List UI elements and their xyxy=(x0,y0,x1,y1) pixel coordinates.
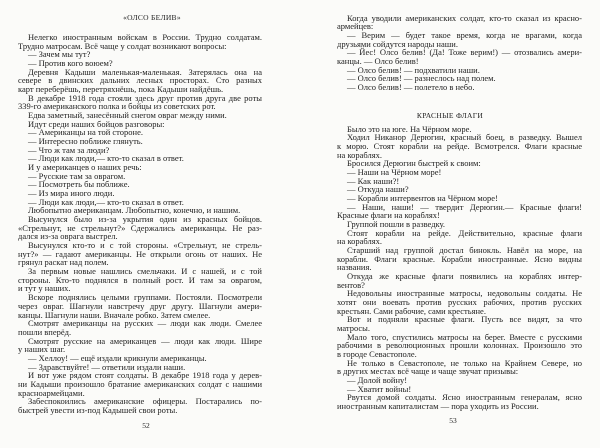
text-line: хотят они воевать против русских рабочих, против русских xyxy=(337,296,582,307)
text-line: иностранным капиталистам — пора уходить из России. xyxy=(337,401,539,411)
chapter-title: КРАСНЫЕ ФЛАГИ xyxy=(416,111,484,120)
text-line: Группой пошли в разведку. xyxy=(347,218,446,229)
text-line: рабочими в революционных прошли колоннах. Произошло это xyxy=(337,340,582,351)
text-line: армейцев: xyxy=(337,21,374,32)
text-line: Вскоре поднялись целыми группами. Постояли. Посмотрели xyxy=(28,292,262,303)
text-line: севере в двинских дальних лесных просторах. Сто разных xyxy=(18,75,262,86)
text-line: — Олсо белив! — разнеслось над полем. xyxy=(347,73,496,84)
text-line: 339-го американского полка и бойцы из советских рот. xyxy=(18,101,216,112)
text-line: Едва заметный, занесённый снегом овраг между ними. xyxy=(28,110,227,121)
text-line: — Наши на Чёрном море! xyxy=(347,166,442,177)
text-line: Идут среди наших бойцов разговоры: xyxy=(28,118,165,129)
text-line: — Долой войну! xyxy=(347,374,408,385)
text-line: — Олсо белив! — полетело в небо. xyxy=(347,81,475,92)
text-line: Высунулся было из-за укрытия один из красных бойцов. xyxy=(28,214,262,225)
text-line: названия. xyxy=(337,262,372,273)
text-line: — Хватит войны! xyxy=(347,383,412,394)
text-line: — Хеллоу! — ещё издали крикнули американцы. xyxy=(28,352,207,363)
body-text xyxy=(18,33,262,415)
right-page xyxy=(300,0,600,448)
text-line: нут?» — гадают американцы. Не открыли огонь от наших. Не xyxy=(18,248,262,259)
text-line: — Олсо белив! — подхватили наши. xyxy=(347,64,480,75)
text-line: дался из-за оврага выстрел. xyxy=(18,231,118,242)
text-line: — Откуда наши? xyxy=(347,184,409,195)
text-line: — Верим — будет такое время, когда не врагами, когда xyxy=(347,29,582,40)
text-line: в других местах всё чаще и чаще звучат призывы: xyxy=(337,366,519,377)
text-line: канцы. Шагнули наши. Вначале робко. Затем смелее. xyxy=(18,309,211,320)
text-line: — Против кого воюем? xyxy=(28,58,113,69)
text-line: красноармейцами. xyxy=(18,387,85,398)
text-line: вентов? xyxy=(337,279,365,290)
text-line: — Русские там за оврагом. xyxy=(28,170,126,181)
text-line: — Интересно поближе глянуть. xyxy=(28,136,143,147)
text-line: Нелегко иностранным войскам в России. Трудно солдатам. xyxy=(28,32,262,42)
text-line: И вот уже рядом стоят солдаты. В декабре 1918 года у дерев- xyxy=(28,370,262,381)
text-line: Не только в Севастополе, не только на Крайнем Севере, но xyxy=(347,357,582,368)
text-line: через овраг. Шагнули навстречу друг другу. Шагнули амери- xyxy=(18,300,262,311)
text-line: И у американцев о наших речь: xyxy=(28,162,142,173)
text-line: За первым новые нашлись смельчаки. И с нашей, и с той xyxy=(28,266,262,277)
body-text xyxy=(337,125,582,411)
text-line: корабли. Флаги красные. Корабли иностранные. Ясно видны xyxy=(337,253,582,264)
text-line: Откуда же красные флаги появились на кораблях интер- xyxy=(347,270,582,281)
text-line: «Стрельнут, не стрельнут?» Сдержались американцы. Не раз- xyxy=(18,222,262,233)
body-text-continuation xyxy=(337,14,582,92)
text-line: Смотрят русские на американцев — люди как люди. Шире xyxy=(28,335,262,346)
text-line: Было это на юге. На Чёрном море. xyxy=(347,123,472,134)
text-line: стороны. Кто-то поднялся в полный рост. И там за оврагом, xyxy=(18,274,262,285)
text-line: друзьями сойдутся народы наши. xyxy=(337,38,458,49)
text-line: Бросился Дерюгин быстрей к своим: xyxy=(347,158,481,169)
text-line: Забеспокоились американские офицеры. Постарались по- xyxy=(28,396,262,407)
text-line: в городе Севастополе. xyxy=(337,348,417,359)
text-line: Деревня Кадыши маленькая-маленькая. Затерялась она на xyxy=(28,66,262,77)
page-number: 52 xyxy=(142,421,150,430)
text-line: Любопытно американцам. Любопытно, конечно, и нашим. xyxy=(28,205,241,216)
text-line: — Что ж там за люди? xyxy=(28,144,110,155)
text-line: — Здравствуйте! — ответили издали наши. xyxy=(28,361,186,372)
text-line: Красные флаги на кораблях! xyxy=(337,210,440,221)
text-line: — Американцы на той стороне. xyxy=(28,127,143,138)
text-line: у наших шаг. xyxy=(18,344,66,355)
text-line: ни Кадыши произошло братание американских солдат с нашими xyxy=(18,378,262,389)
page-number: 53 xyxy=(449,416,457,425)
text-line: Трудно матросам. Всё чаще у солдат возникают вопросы: xyxy=(18,40,227,51)
text-line: Высунулся кто-то и с той стороны. «Стрельнут, не стрель- xyxy=(28,240,262,251)
text-line: — Корабли интервентов на Чёрном море! xyxy=(347,192,498,203)
text-line: — Люди как люди,— кто-то сказал в ответ. xyxy=(28,153,184,164)
text-line: на кораблях. xyxy=(337,236,383,247)
text-line: Ходил Никанор Дерюгин, красный боец, в разведку. Вышел xyxy=(347,132,582,143)
text-line: и тут у наших. xyxy=(18,283,71,294)
text-line: канцы. — Олсо белив! xyxy=(337,55,419,66)
text-line: — Люди как люди,— кто-то сказал в ответ. xyxy=(28,196,184,207)
text-line: — Из мира иного люди. xyxy=(28,188,115,199)
text-line: крестьян. Сами рабочие, сами крестьяне. xyxy=(337,305,486,316)
text-line: пошли вперёд. xyxy=(18,326,72,337)
text-line: — Зачем мы тут? xyxy=(28,49,91,60)
text-line: на кораблях. xyxy=(337,149,383,160)
text-line: Смотрят американцы на русских — люди как люди. Смелее xyxy=(28,318,262,329)
text-line: Рвутся домой солдаты. Ясно иностранным генералам, ясно xyxy=(347,392,582,403)
text-line: Когда уводили американских солдат, кто-то сказал из красно- xyxy=(347,12,582,23)
text-line: грянул раскат над полем. xyxy=(18,257,109,268)
text-line: Стоят корабли на рейде. Действительно, красные флаги xyxy=(347,227,582,238)
text-line: Старший над группой достал бинокль. Навёл на море, на xyxy=(347,244,582,255)
text-line: Недовольны иностранные матросы, недовольны солдаты. Не xyxy=(347,288,582,299)
text-line: Мало того, спустились матросы на берег. Вместе с русскими xyxy=(347,331,582,342)
text-line: — Посмотреть бы поближе. xyxy=(28,179,130,190)
text-line: — Как наши?! xyxy=(347,175,400,186)
text-line: — Наши, наши! — твердит Дерюгин.— Красные флаги! xyxy=(347,201,582,212)
text-line: Вот и подняли красные флаги. Пусть все видят, за что xyxy=(347,314,582,325)
text-line: быстрей увести из-под Кадышей свои роты. xyxy=(18,404,178,415)
text-line: карт переберёшь, перетряхнёшь, пока Кадыши найдёшь. xyxy=(18,84,224,95)
text-line: В декабре 1918 года стояли здесь друг против друга две роты xyxy=(28,92,262,103)
chapter-title: «ОЛСО БЕЛИВ» xyxy=(123,13,181,22)
text-line: к морю. Стоят корабли на рейде. Всмотрелся. Флаги красные xyxy=(337,140,582,151)
text-line: матросы. xyxy=(337,322,371,333)
text-line: — Йес! Олсо белив! (Да! Тоже верим!) — отозвались амери- xyxy=(347,47,582,58)
